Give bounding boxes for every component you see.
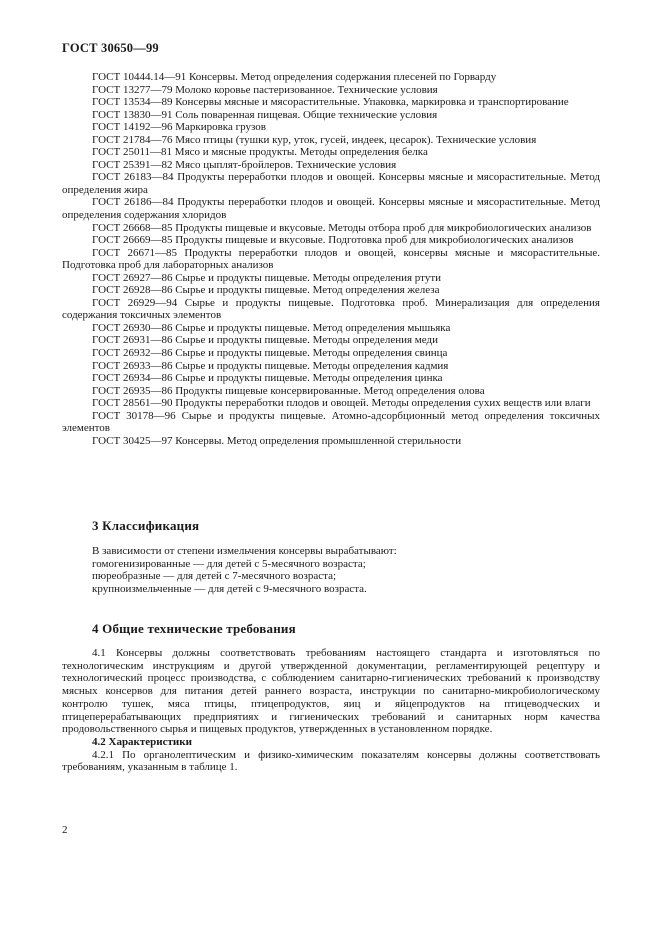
reference-item: ГОСТ 26929—94 Сырье и продукты пищевые. Подготовка проб. Минерализация для определения содержания токсичных элементов [62,296,600,322]
reference-item: ГОСТ 13277—79 Молоко коровье пастеризованное. Технические условия [92,83,438,96]
reference-item: ГОСТ 13830—91 Соль поваренная пищевая. Общие технические условия [92,108,438,121]
page-number: 2 [62,824,68,836]
reference-item: ГОСТ 10444.14—91 Консервы. Метод определения содержания плесеней по Горварду [92,71,497,83]
reference-item: ГОСТ 26671—85 Продукты переработки плодов и овощей, консервы мясные и мясорастительные. Подготовка проб для лабораторных анализов [62,246,600,272]
reference-item: ГОСТ 26668—85 Продукты пищевые и вкусовые. Методы отбора проб для микробиологических анализов [92,221,592,234]
reference-item: ГОСТ 13534—89 Консервы мясные и мясорастительные. Упаковка, маркировка и транспортирование [92,96,569,109]
reference-item: ГОСТ 25011—81 Мясо и мясные продукты. Методы определения белка [92,146,428,159]
paragraph: В зависимости от степени измельчения консервы вырабатывают: [92,545,397,557]
references-list [62,71,600,447]
reference-item: ГОСТ 25391—82 Мясо цыплят-бройлеров. Технические условия [92,158,397,171]
section-4-title: 4 Общие технические требования [92,621,296,636]
section-4-body [62,647,600,774]
reference-item: ГОСТ 30425—97 Консервы. Метод определения промышленной стерильности [92,434,462,447]
reference-item: ГОСТ 26935—86 Продукты пищевые консервированные. Метод определения олова [92,384,485,397]
reference-item: ГОСТ 26934—86 Сырье и продукты пищевые. Методы определения цинка [92,372,443,385]
reference-item: ГОСТ 26933—86 Сырье и продукты пищевые. Методы определения кадмия [92,359,449,372]
paragraph: 4.1 Консервы должны соответствовать требованиям настоящего стандарта и изготовляться по технологическим инструкциям и другой утвержденной документации, регламентирующей рецептуру и технологический процесс производства, с соблюдением санитарно-гигиенических требований к производству мясных консервов для питания детей раннего возраста, инструкции по санитарно-микробиологическому контролю тушек, мяса птицы, птицепродуктов, яиц и яйцепродуктов на птицеводческих и птицеперерабатывающих предприятиях и гигиенических требований и санитарных норм качества продовольственного сырья и пищевых продуктов, утвержденных в установленном порядке. [62,647,600,736]
paragraph: пюреобразные — для детей с 7-месячного возраста; [92,570,337,583]
reference-item: ГОСТ 26669—85 Продукты пищевые и вкусовые. Подготовка проб для микробиологических анализов [92,234,574,247]
reference-item: ГОСТ 21784—76 Мясо птицы (тушки кур, уток, гусей, индеек, цесарок). Технические условия [92,133,537,146]
reference-item: ГОСТ 26186—84 Продукты переработки плодов и овощей. Консервы мясные и мясорастительные. Метод определения содержания хлоридов [62,196,600,222]
section-3-title: 3 Классификация [92,518,200,533]
reference-item: ГОСТ 28561—90 Продукты переработки плодов и овощей. Методы определения сухих веществ или влаги [92,397,591,410]
reference-item: ГОСТ 26932—86 Сырье и продукты пищевые. Методы определения свинца [92,347,448,360]
paragraph: крупноизмельченные — для детей с 9-месячного возраста. [92,583,367,596]
reference-item: ГОСТ 26927—86 Сырье и продукты пищевые. Методы определения ртути [92,271,442,284]
reference-item: ГОСТ 26183—84 Продукты переработки плодов и овощей. Консервы мясные и мясорастительные. Метод определения жира [62,171,600,196]
subsection-title: 4.2 Характеристики [92,735,192,748]
section-3-body [62,545,600,596]
paragraph: гомогенизированные — для детей с 5-месячного возраста; [92,557,366,570]
paragraph: 4.2.1 По органолептическим и физико-химическим показателям консервы должны соответствовать требованиям, указанным в таблице 1. [62,748,600,774]
reference-item: ГОСТ 26931—86 Сырье и продукты пищевые. Методы определения меди [92,334,438,347]
reference-item: ГОСТ 30178—96 Сырье и продукты пищевые. Атомно-адсорбционный метод определения токсичных элементов [62,409,600,435]
reference-item: ГОСТ 14192—96 Маркировка грузов [92,121,266,134]
reference-item: ГОСТ 26930—86 Сырье и продукты пищевые. Метод определения мышьяка [92,321,451,334]
document-header: ГОСТ 30650—99 [62,41,159,55]
reference-item: ГОСТ 26928—86 Сырье и продукты пищевые. Метод определения железа [92,284,440,297]
